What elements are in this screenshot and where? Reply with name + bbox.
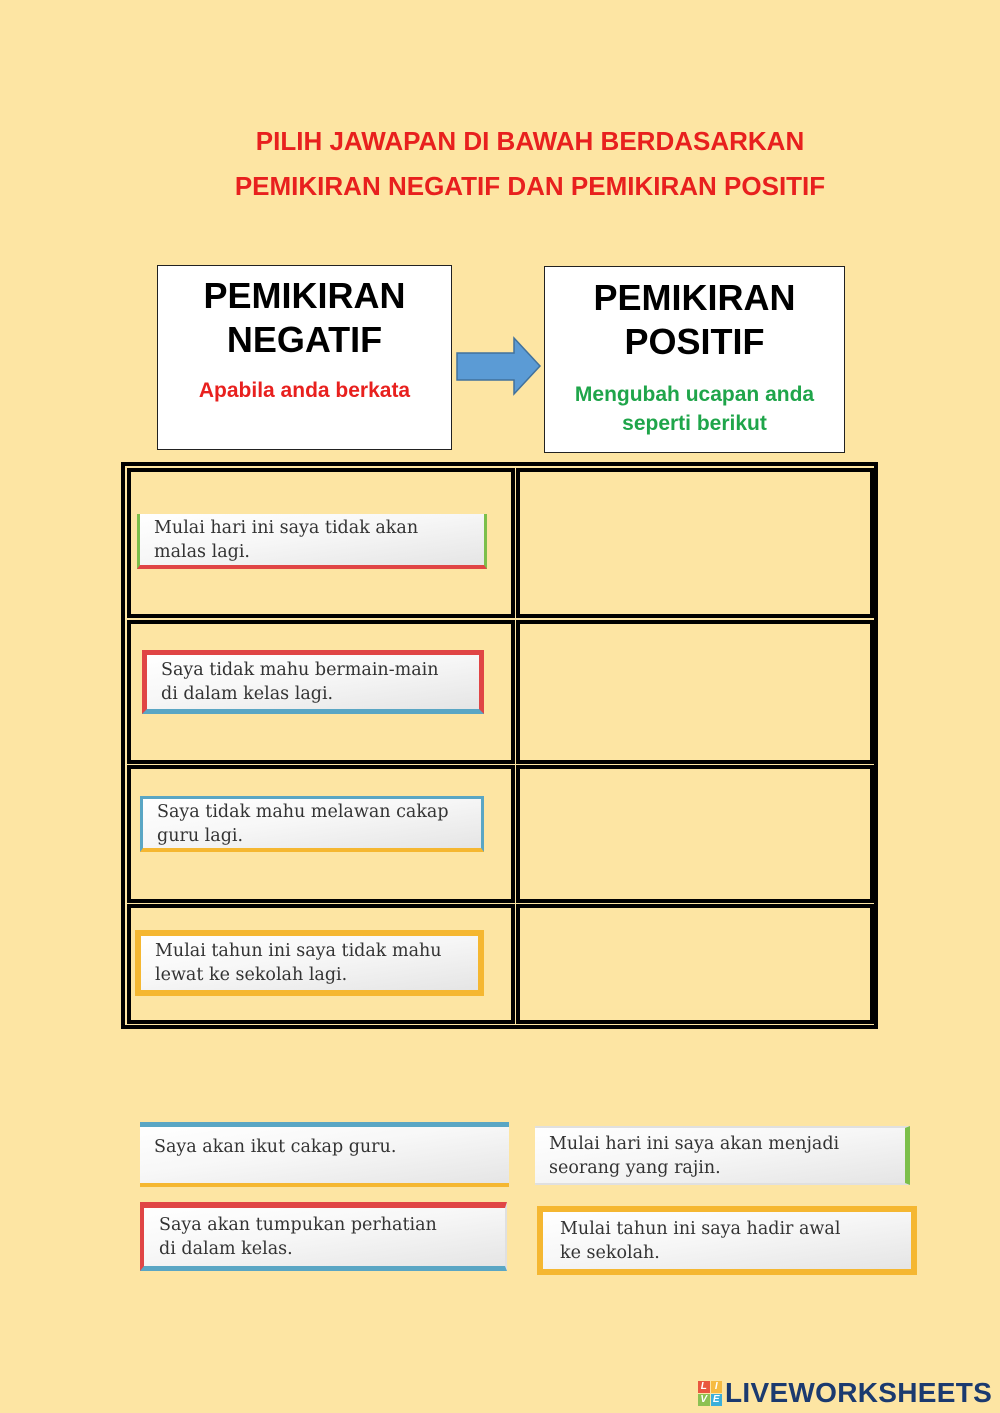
logo-mark-letter: V <box>698 1394 710 1406</box>
answer-option-text: Saya akan tumpukan perhatian <box>159 1215 437 1235</box>
logo-mark-letter: L <box>698 1381 710 1393</box>
positive-drop-zone-3[interactable] <box>516 765 874 903</box>
liveworksheets-logo <box>698 1378 992 1408</box>
negative-statement-text: guru lagi. <box>157 825 244 846</box>
answer-option-text: Mulai hari ini saya akan menjadi <box>549 1133 840 1154</box>
answer-option-card[interactable] <box>535 1126 910 1185</box>
negative-header-subtitle: Apabila anda berkata <box>198 379 411 402</box>
negative-header-line-1: PEMIKIRAN <box>203 275 406 316</box>
answer-option-text: ke sekolah. <box>560 1242 660 1263</box>
logo-mark-letter: E <box>711 1394 723 1406</box>
negative-statement-text: Saya tidak mahu bermain-main <box>161 660 439 680</box>
negative-statement-card <box>142 650 484 714</box>
negative-statement-text: Saya tidak mahu melawan cakap <box>157 801 449 822</box>
answer-option-text: seorang yang rajin. <box>549 1157 721 1178</box>
answer-option-text: di dalam kelas. <box>159 1239 293 1259</box>
liveworksheets-mark-icon <box>698 1381 722 1405</box>
negative-thinking-header <box>157 265 452 450</box>
negative-statement-text: malas lagi. <box>154 541 250 562</box>
positive-header-line-2: POSITIF <box>624 321 765 362</box>
answer-option-text: Mulai tahun ini saya hadir awal <box>560 1218 841 1239</box>
negative-statement-text: Mulai tahun ini saya tidak mahu <box>155 941 442 961</box>
negative-statement-text: di dalam kelas lagi. <box>161 684 334 704</box>
negative-statement-card <box>135 930 484 996</box>
answer-option-card[interactable] <box>140 1122 509 1187</box>
negative-statement-card <box>140 796 484 852</box>
answer-option-text: Saya akan ikut cakap guru. <box>154 1137 397 1157</box>
positive-drop-zone-4[interactable] <box>516 904 874 1024</box>
answer-option-card[interactable] <box>140 1202 507 1271</box>
page-title-line-1: PILIH JAWAPAN DI BAWAH BERDASARKAN <box>255 126 805 156</box>
positive-drop-zone-2[interactable] <box>516 620 874 764</box>
positive-drop-zone-1[interactable] <box>516 468 874 618</box>
logo-mark-letter: I <box>711 1381 723 1393</box>
page-title-line-2: PEMIKIRAN NEGATIF DAN PEMIKIRAN POSITIF <box>234 171 826 201</box>
negative-header-line-2: NEGATIF <box>226 319 383 360</box>
negative-statement-text: Mulai hari ini saya tidak akan <box>154 517 419 538</box>
negative-statement-card <box>137 514 487 569</box>
positive-thinking-header <box>544 266 845 453</box>
positive-header-subtitle-line-2: seperti berikut <box>622 412 767 435</box>
positive-header-subtitle-line-1: Mengubah ucapan anda <box>574 383 815 406</box>
negative-statement-text: lewat ke sekolah lagi. <box>155 965 348 985</box>
positive-header-line-1: PEMIKIRAN <box>593 277 796 318</box>
answer-option-card[interactable] <box>537 1206 917 1275</box>
right-arrow-icon <box>456 336 542 396</box>
liveworksheets-text: LIVEWORKSHEETS <box>725 1377 993 1408</box>
